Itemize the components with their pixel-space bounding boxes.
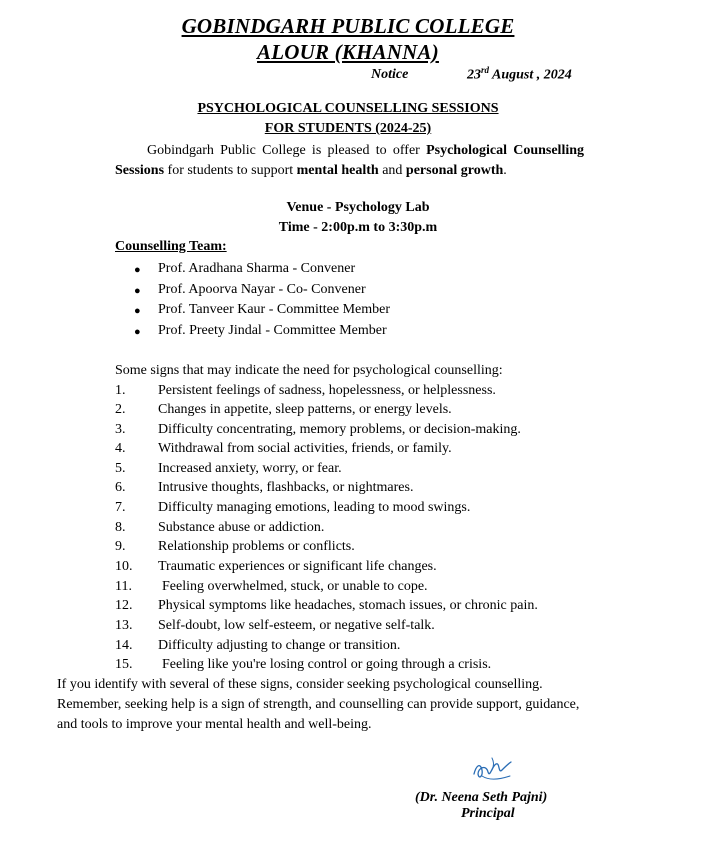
- intro-paragraph: Gobindgarh Public College is pleased to offer Psychological Counselling Sessions for students to support mental health and personal growth.: [115, 143, 585, 178]
- subject-line-1: PSYCHOLOGICAL COUNSELLING SESSIONS: [197, 101, 499, 116]
- sign-text: Increased anxiety, worry, or fear.: [158, 461, 342, 476]
- sign-number: 2.: [115, 402, 126, 417]
- team-heading: Counselling Team:: [115, 239, 227, 254]
- subject-line-2: FOR STUDENTS (2024-25): [264, 121, 432, 136]
- sign-text: Feeling like you're losing control or going through a crisis.: [162, 657, 492, 672]
- team-member: Prof. Tanveer Kaur - Committee Member: [158, 302, 391, 317]
- team-member: Prof. Apoorva Nayar - Co- Convener: [158, 282, 366, 297]
- sign-number: 7.: [115, 500, 126, 515]
- principal-signature: [470, 752, 514, 788]
- notice-label: Notice: [371, 67, 409, 82]
- sign-number: 3.: [115, 422, 126, 437]
- sign-number: 11.: [115, 579, 132, 594]
- college-name: GOBINDGARH PUBLIC COLLEGE: [181, 14, 515, 38]
- sign-text: Intrusive thoughts, flashbacks, or nightmares.: [158, 480, 414, 495]
- sign-number: 12.: [115, 598, 133, 613]
- closing-line-1: If you identify with several of these signs, consider seeking psychological counselling.: [57, 677, 543, 692]
- college-place: ALOUR (KHANNA): [257, 40, 439, 64]
- closing-line-3: and tools to improve your mental health and well-being.: [57, 717, 372, 732]
- sign-text: Feeling overwhelmed, stuck, or unable to cope.: [162, 579, 428, 594]
- sign-text: Relationship problems or conflicts.: [158, 539, 355, 554]
- closing-line-2: Remember, seeking help is a sign of strength, and counselling can provide support, guidance,: [57, 697, 580, 712]
- session-time: Time - 2:00p.m to 3:30p.m: [278, 220, 438, 235]
- team-member: Prof. Preety Jindal - Committee Member: [158, 323, 387, 338]
- sign-number: 5.: [115, 461, 126, 476]
- sign-number: 10.: [115, 559, 133, 574]
- sign-number: 4.: [115, 441, 126, 456]
- sign-text: Traumatic experiences or significant life changes.: [158, 559, 437, 574]
- sign-number: 14.: [115, 638, 133, 653]
- principal-title: Principal: [461, 806, 515, 821]
- bullet-icon: ●: [134, 305, 141, 317]
- sign-text: Substance abuse or addiction.: [158, 520, 325, 535]
- sign-number: 8.: [115, 520, 126, 535]
- sign-text: Self-doubt, low self-esteem, or negative self-talk.: [158, 618, 435, 633]
- principal-name: (Dr. Neena Seth Pajni): [415, 790, 548, 805]
- sign-text: Difficulty adjusting to change or transition.: [158, 638, 401, 653]
- bullet-icon: ●: [134, 326, 141, 338]
- sign-text: Difficulty managing emotions, leading to mood swings.: [158, 500, 471, 515]
- sign-text: Difficulty concentrating, memory problems, or decision-making.: [158, 422, 521, 437]
- sign-text: Physical symptoms like headaches, stomach issues, or chronic pain.: [158, 598, 538, 613]
- sign-number: 15.: [115, 657, 133, 672]
- notice-date: 23rd August , 2024: [467, 65, 572, 83]
- bullet-icon: ●: [134, 285, 141, 297]
- sign-number: 13.: [115, 618, 133, 633]
- sign-text: Changes in appetite, sleep patterns, or energy levels.: [158, 402, 452, 417]
- sign-number: 1.: [115, 383, 126, 398]
- signs-intro: Some signs that may indicate the need for psychological counselling:: [115, 363, 503, 378]
- sign-text: Persistent feelings of sadness, hopelessness, or helplessness.: [158, 383, 496, 398]
- sign-number: 9.: [115, 539, 126, 554]
- bullet-icon: ●: [134, 264, 141, 276]
- sign-text: Withdrawal from social activities, friends, or family.: [158, 441, 452, 456]
- sign-number: 6.: [115, 480, 126, 495]
- venue: Venue - Psychology Lab: [286, 200, 430, 215]
- team-member: Prof. Aradhana Sharma - Convener: [158, 261, 356, 276]
